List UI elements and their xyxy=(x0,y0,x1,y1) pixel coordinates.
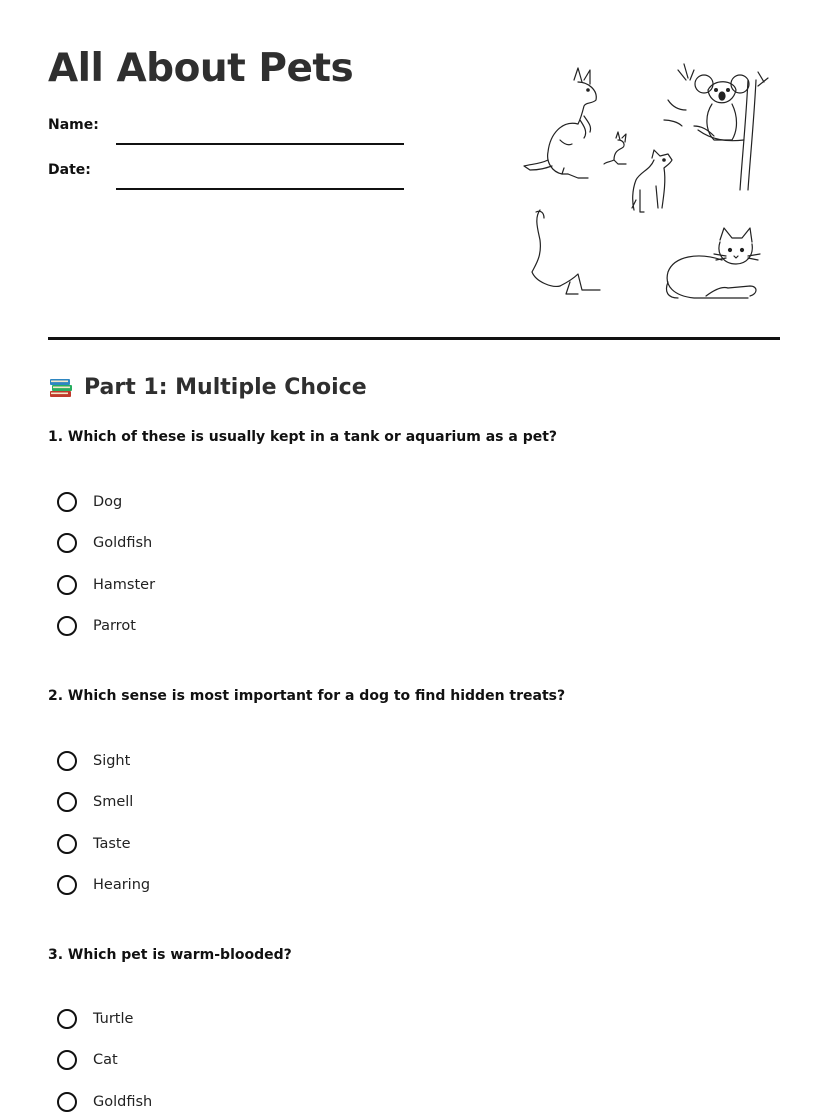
radio-button[interactable] xyxy=(57,751,77,771)
koala-drawing xyxy=(664,64,768,190)
option-label: Sight xyxy=(93,753,131,769)
joey-drawing xyxy=(604,132,626,164)
radio-button[interactable] xyxy=(57,533,77,553)
pet-animals-illustration xyxy=(518,60,788,310)
radio-button[interactable] xyxy=(57,1050,77,1070)
q3-option-turtle[interactable] xyxy=(57,1009,133,1029)
q2-option-smell[interactable] xyxy=(57,792,133,812)
date-field[interactable] xyxy=(48,162,404,178)
option-label: Cat xyxy=(93,1052,118,1068)
name-field[interactable] xyxy=(48,117,404,133)
q1-option-parrot[interactable] xyxy=(57,616,136,636)
q3-option-goldfish[interactable] xyxy=(57,1092,152,1112)
question-2: 2. Which sense is most important for a dog to find hidden treats? xyxy=(48,688,566,704)
option-label: Parrot xyxy=(93,618,136,634)
radio-button[interactable] xyxy=(57,1092,77,1112)
dog-drawing xyxy=(632,150,672,212)
option-label: Smell xyxy=(93,794,134,810)
name-input-line[interactable] xyxy=(116,143,404,145)
question-3: 3. Which pet is warm-blooded? xyxy=(48,947,292,963)
q2-option-sight[interactable] xyxy=(57,751,130,771)
q2-option-hearing[interactable] xyxy=(57,875,150,895)
page-title: All About Pets xyxy=(48,46,354,91)
option-label: Hearing xyxy=(93,877,151,893)
option-label: Goldfish xyxy=(93,535,153,551)
radio-button[interactable] xyxy=(57,875,77,895)
section-divider xyxy=(48,337,780,340)
cat-drawing xyxy=(666,228,760,298)
q2-option-taste[interactable] xyxy=(57,834,131,854)
option-label: Dog xyxy=(93,494,123,510)
option-label: Goldfish xyxy=(93,1094,153,1110)
radio-button[interactable] xyxy=(57,1009,77,1029)
q1-option-goldfish[interactable] xyxy=(57,533,152,553)
date-input-line[interactable] xyxy=(116,188,404,190)
part1-heading-text: Part 1: Multiple Choice xyxy=(84,374,367,400)
radio-button[interactable] xyxy=(57,792,77,812)
option-label: Turtle xyxy=(93,1011,134,1027)
name-label: Name: xyxy=(48,117,99,133)
option-label: Taste xyxy=(93,836,131,852)
date-label: Date: xyxy=(48,162,91,178)
radio-button[interactable] xyxy=(57,616,77,636)
q1-option-dog[interactable] xyxy=(57,492,122,512)
books-icon xyxy=(48,374,74,400)
radio-button[interactable] xyxy=(57,575,77,595)
radio-button[interactable] xyxy=(57,834,77,854)
part1-heading xyxy=(48,374,367,400)
kangaroo-drawing xyxy=(524,68,596,178)
radio-button[interactable] xyxy=(57,492,77,512)
kangaroo-legs-drawing xyxy=(532,210,600,294)
question-1: 1. Which of these is usually kept in a tank or aquarium as a pet? xyxy=(48,429,558,445)
q3-option-cat[interactable] xyxy=(57,1050,118,1070)
q1-option-hamster[interactable] xyxy=(57,575,155,595)
option-label: Hamster xyxy=(93,577,156,593)
